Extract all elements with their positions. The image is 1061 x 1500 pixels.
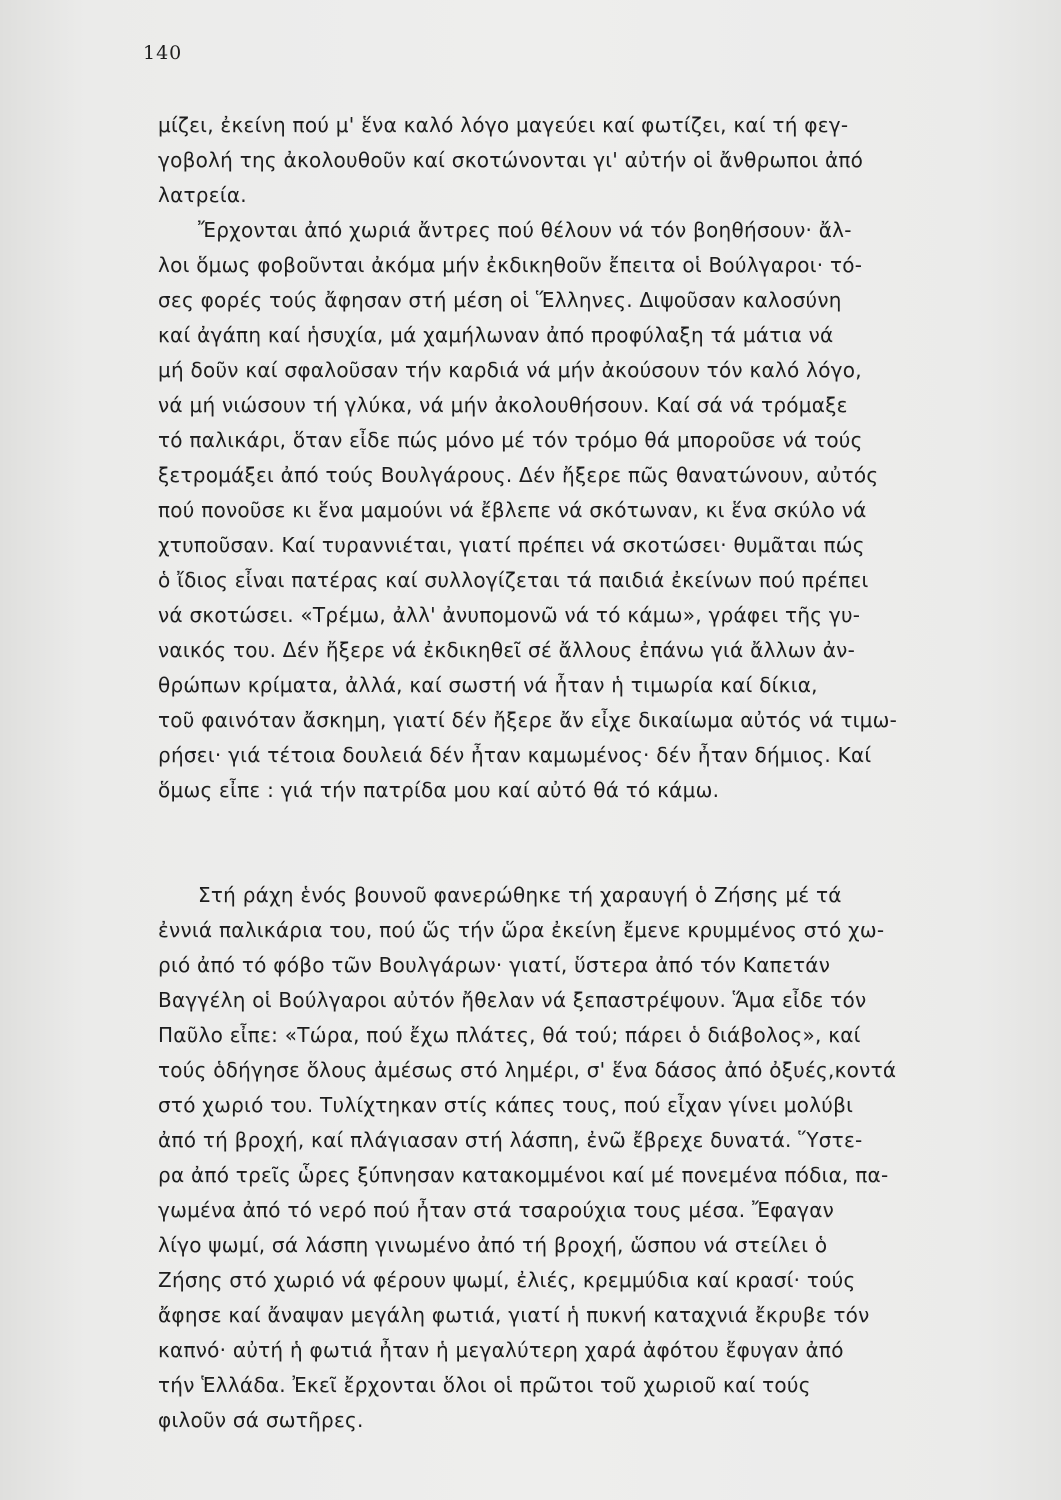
text-line: ναικός του. Δέν ἤξερε νά ἐκδικηθεῖ σέ ἄλλους ἐπάνω γιά ἄλλων ἀν- xyxy=(158,638,856,662)
text-line: ρήσει· γιά τέτοια δουλειά δέν ἦταν καμωμένος· δέν ἦταν δήμιος. Καί xyxy=(158,743,872,767)
text-line: πού πονοῦσε κι ἕνα μαμούνι νά ἔβλεπε νά σκότωναν, κι ἕνα σκύλο νά xyxy=(158,498,867,522)
text-line: Βαγγέλη οἱ Βούλγαροι αὐτόν ἤθελαν νά ξεπαστρέψουν. Ἅμα εἶδε τόν xyxy=(158,988,867,1012)
text-line: καί ἀγάπη καί ἡσυχία, μά χαμήλωναν ἀπό προφύλαξη τά μάτια νά xyxy=(158,323,834,347)
text-line: στό χωριό του. Τυλίχτηκαν στίς κάπες τους, πού εἶχαν γίνει μολύβι xyxy=(158,1093,854,1117)
text-line: μή δοῦν καί σφαλοῦσαν τήν καρδιά νά μήν ἀκούσουν τόν καλό λόγο, xyxy=(158,358,862,382)
text-line: ρα ἀπό τρεῖς ὧρες ξύπνησαν κατακομμένοι καί μέ πονεμένα πόδια, πα- xyxy=(158,1163,889,1187)
text-line: λατρεία. xyxy=(158,183,247,207)
text-line: φιλοῦν σά σωτῆρες. xyxy=(158,1408,364,1432)
text-line: μίζει, ἐκείνη πού μ' ἕνα καλό λόγο μαγεύει καί φωτίζει, καί τή φεγ- xyxy=(158,113,849,137)
text-line: ἄφησε καί ἄναψαν μεγάλη φωτιά, γιατί ἡ πυκνή καταχνιά ἔκρυβε τόν xyxy=(158,1303,870,1327)
text-line: σες φορές τούς ἄφησαν στή μέση οἱ Ἕλληνες. Διψοῦσαν καλοσύνη xyxy=(158,288,842,312)
text-line: καπνό· αὐτή ἡ φωτιά ἦταν ἡ μεγαλύτερη χαρά ἀφότου ἔφυγαν ἀπό xyxy=(158,1338,844,1362)
text-line: νά σκοτώσει. «Τρέμω, ἀλλ' ἀνυπομονῶ νά τό κάμω», γράφει τῆς γυ- xyxy=(158,603,861,627)
text-line: λίγο ψωμί, σά λάσπη γινωμένο ἀπό τή βροχή, ὥσπου νά στείλει ὁ xyxy=(158,1233,828,1257)
text-line: ὁ ἴδιος εἶναι πατέρας καί συλλογίζεται τά παιδιά ἐκείνων πού πρέπει xyxy=(158,568,869,592)
text-line: Στή ράχη ἑνός βουνοῦ φανερώθηκε τή χαραυγή ὁ Ζήσης μέ τά xyxy=(198,883,842,907)
text-line: γοβολή της ἀκολουθοῦν καί σκοτώνονται γι' αὐτήν οἱ ἄνθρωποι ἀπό xyxy=(158,148,864,172)
text-line: ὅμως εἶπε : γιά τήν πατρίδα μου καί αὐτό θά τό κάμω. xyxy=(158,778,720,802)
text-line: Ζήσης στό χωριό νά φέρουν ψωμί, ἐλιές, κρεμμύδια καί κρασί· τούς xyxy=(158,1268,856,1292)
text-line: τήν Ἑλλάδα. Ἐκεῖ ἔρχονται ὅλοι οἱ πρῶτοι τοῦ χωριοῦ καί τούς xyxy=(158,1373,811,1397)
text-line: θρώπων κρίματα, ἀλλά, καί σωστή νά ἦταν ἡ τιμωρία καί δίκια, xyxy=(158,673,818,697)
text-line: χτυποῦσαν. Καί τυραννιέται, γιατί πρέπει νά σκοτώσει· θυμᾶται πώς xyxy=(158,533,865,557)
text-line xyxy=(158,843,1008,878)
text-line: ἐννιά παλικάρια του, πού ὥς τήν ὥρα ἐκείνη ἔμενε κρυμμένος στό χω- xyxy=(158,918,885,942)
text-line: ριό ἀπό τό φόβο τῶν Βουλγάρων· γιατί, ὕστερα ἀπό τόν Καπετάν xyxy=(158,953,831,977)
text-line: Παῦλο εἶπε: «Τώρα, πού ἔχω πλάτες, θά τού; πάρει ὁ διάβολος», καί xyxy=(158,1023,861,1047)
text-line: τοῦ φαινόταν ἄσκημη, γιατί δέν ἤξερε ἄν εἶχε δικαίωμα αὐτός νά τιμω- xyxy=(158,708,898,732)
page-number: 140 xyxy=(143,42,183,64)
body-text xyxy=(158,108,1008,1438)
text-line: λοι ὅμως φοβοῦνται ἀκόμα μήν ἐκδικηθοῦν ἔπειτα οἱ Βούλγαροι· τό- xyxy=(158,253,863,277)
paragraph-2 xyxy=(158,213,1008,878)
text-line: νά μή νιώσουν τή γλύκα, νά μήν ἀκολουθήσουν. Καί σά νά τρόμαξε xyxy=(158,393,848,417)
text-line: ἀπό τή βροχή, καί πλάγιασαν στή λάσπη, ἐνῶ ἔβρεχε δυνατά. Ὕστε- xyxy=(158,1128,863,1152)
text-line: ξετρομάξει ἀπό τούς Βουλγάρους. Δέν ἤξερε πῶς θανατώνουν, αὐτός xyxy=(158,463,879,487)
text-line: γωμένα ἀπό τό νερό πού ἦταν στά τσαρούχια τους μέσα. Ἔφαγαν xyxy=(158,1198,835,1222)
text-line: τό παλικάρι, ὅταν εἶδε πώς μόνο μέ τόν τρόμο θά μποροῦσε νά τούς xyxy=(158,428,863,452)
text-line: Ἔρχονται ἀπό χωριά ἄντρες πού θέλουν νά τόν βοηθήσουν· ἄλ- xyxy=(198,218,852,242)
paragraph-1 xyxy=(158,108,1008,213)
paragraph-3 xyxy=(158,878,1008,1438)
text-line: τούς ὁδήγησε ὅλους ἀμέσως στό λημέρι, σ' ἕνα δάσος ἀπό ὀξυές,κοντά xyxy=(158,1058,897,1082)
text-line xyxy=(158,808,1008,843)
